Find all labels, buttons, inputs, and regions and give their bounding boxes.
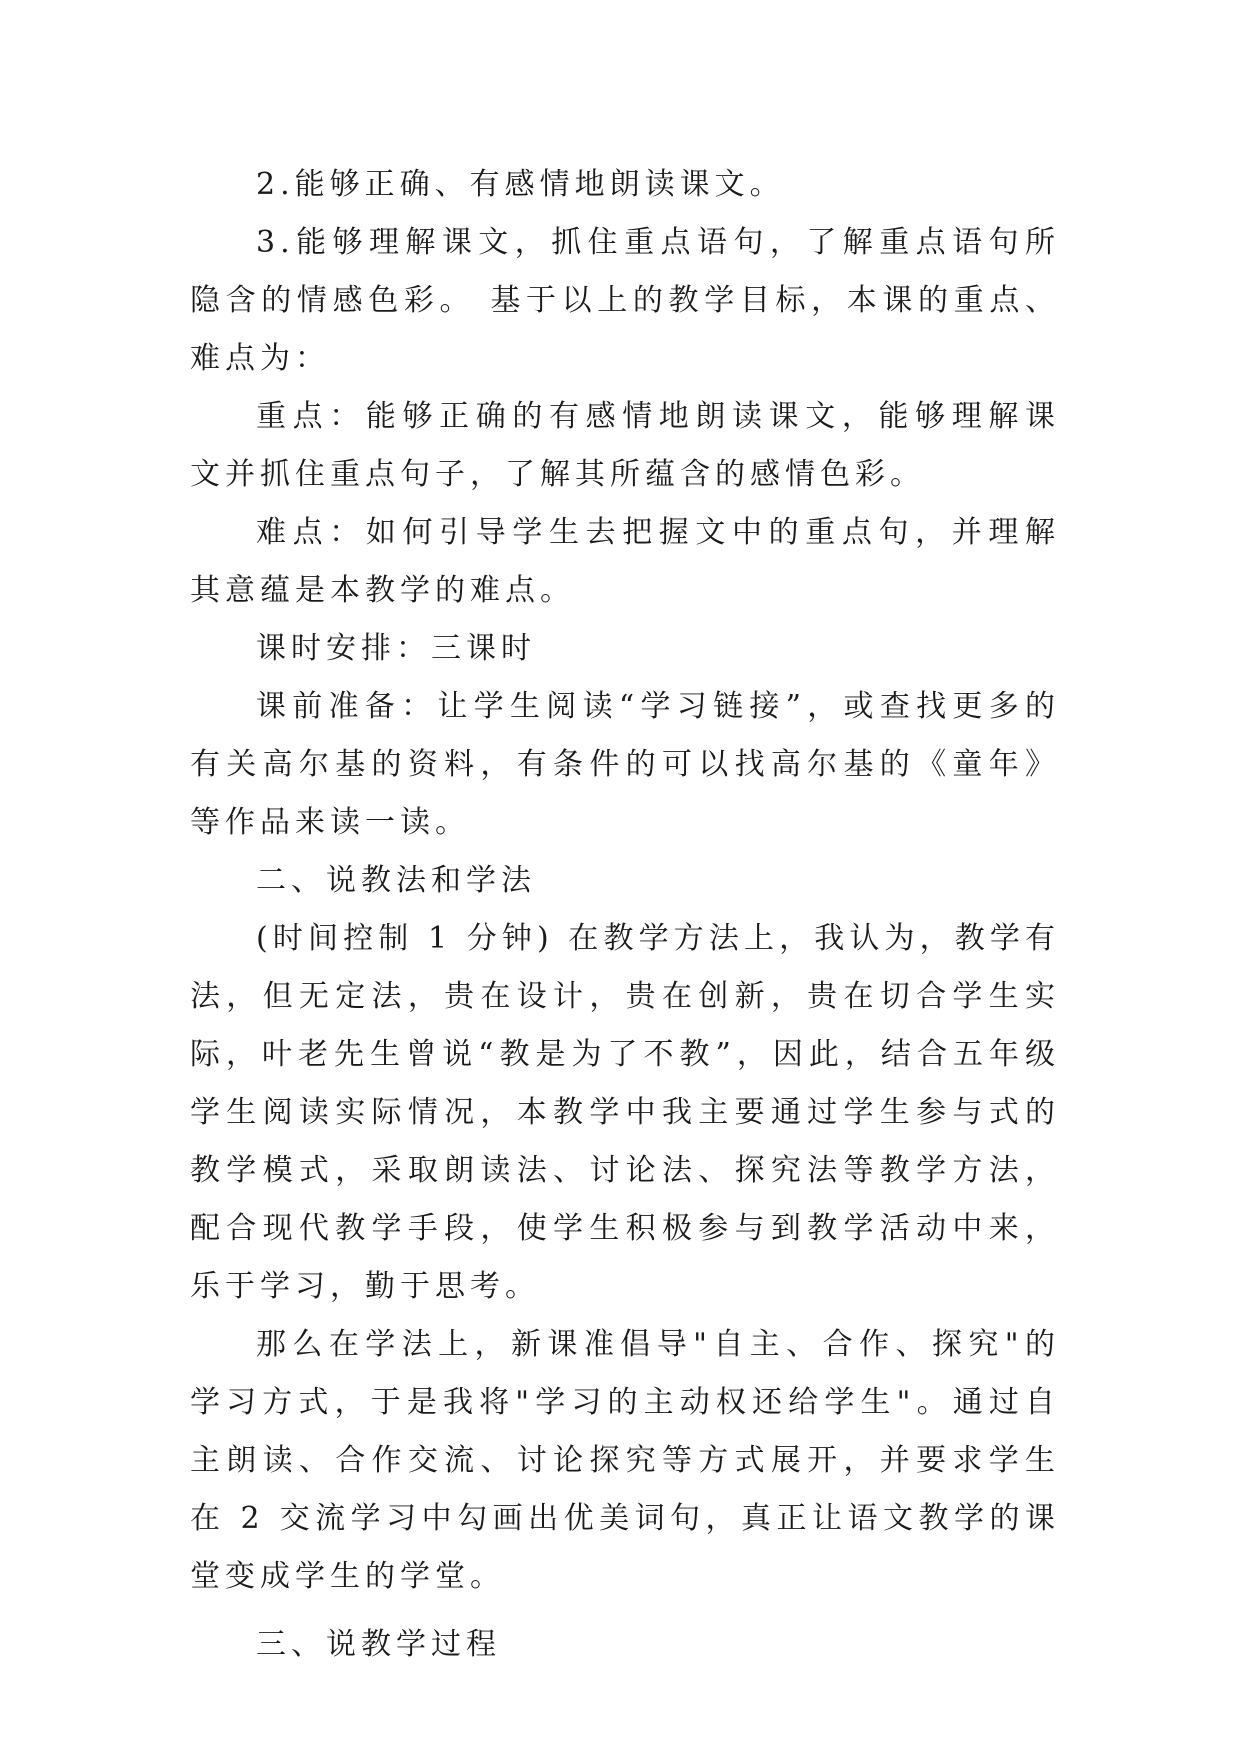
paragraph-learning-method: 那么在学法上，新课准倡导"自主、合作、探究"的学习方式，于是我将"学习的主动权还给学生"。通过自主朗读、合作交流、讨论探究等方式展开，并要求学生在 2 交流学习中勾画出优美词句，真正让语文教学的课堂变成学生的学堂。 xyxy=(190,1327,1060,1594)
paragraph-key-point: 重点：能够正确的有感情地朗读课文，能够理解课文并抓住重点句子，了解其所蕴含的感情色彩。 xyxy=(190,399,1060,492)
paragraph-schedule: 课时安排：三课时 xyxy=(256,631,536,666)
document-body xyxy=(190,156,1060,1674)
paragraph-preparation: 课前准备：让学生阅读“学习链接”，或查找更多的有关高尔基的资料，有条件的可以找高尔基的《童年》等作品来读一读。 xyxy=(190,689,1060,840)
section-heading-process: 三、说教学过程 xyxy=(256,1627,501,1662)
paragraph-objective-3: 3.能够理解课文，抓住重点语句，了解重点语句所隐含的情感色彩。 基于以上的教学目标，本课的重点、难点为： xyxy=(190,225,1060,376)
paragraph-objective-2: 2.能够正确、有感情地朗读课文。 xyxy=(256,167,785,202)
paragraph-difficulty: 难点：如何引导学生去把握文中的重点句，并理解其意蕴是本教学的难点。 xyxy=(190,515,1060,608)
section-heading-methods: 二、说教法和学法 xyxy=(256,863,536,898)
paragraph-teaching-method: (时间控制 1 分钟) 在教学方法上，我认为，教学有法，但无定法，贵在设计，贵在创新，贵在切合学生实际，叶老先生曾说“教是为了不教”，因此，结合五年级学生阅读实际情况，本教学中我主要通过学生参与式的教学模式，采取朗读法、讨论法、探究法等教学方法，配合现代教学手段，使学生积极参与到教学活动中来，乐于学习，勤于思考。 xyxy=(190,921,1060,1304)
